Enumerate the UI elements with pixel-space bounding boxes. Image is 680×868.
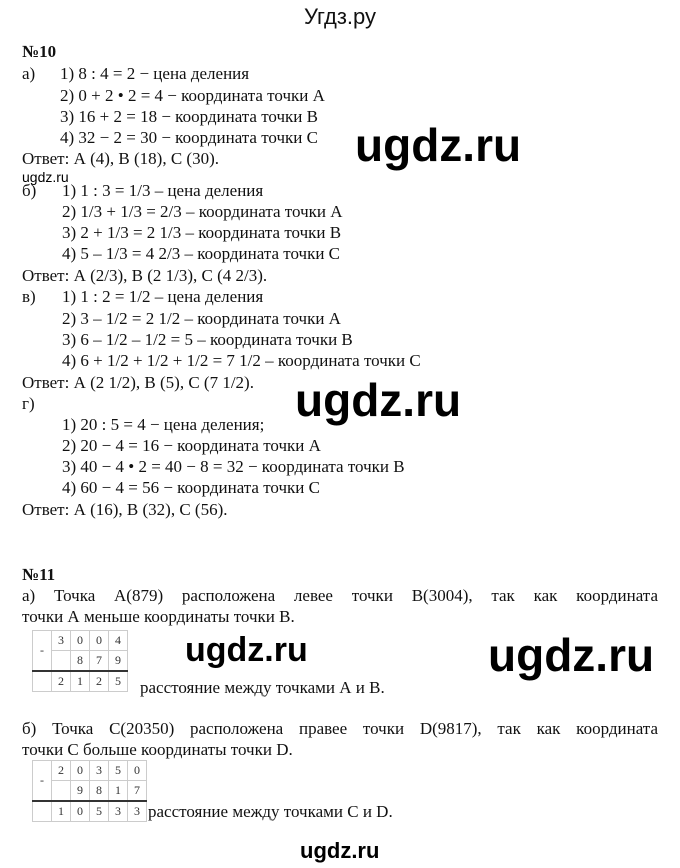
watermark: ugdz.ru	[22, 169, 69, 185]
step: 2) 20 − 4 = 16 − координата точки А	[62, 436, 321, 455]
digit: 0	[128, 761, 147, 781]
step: 4) 60 − 4 = 56 − координата точки С	[62, 478, 320, 497]
digit: 8	[90, 781, 109, 802]
digit: 4	[109, 631, 128, 651]
part-v-label: в)	[22, 287, 36, 306]
digit	[52, 781, 71, 802]
digit: 9	[109, 651, 128, 672]
paragraph-line: точки А меньше координаты точки В.	[22, 607, 295, 626]
digit: 7	[128, 781, 147, 802]
digit: 3	[90, 761, 109, 781]
watermark: ugdz.ru	[295, 374, 462, 426]
task-11-title: №11	[22, 565, 56, 584]
paragraph-line: б) Точка С(20350) расположена правее точки D(9817), так как координата	[22, 719, 658, 738]
subtraction-table-a	[32, 630, 128, 692]
caption: расстояние между точками А и В.	[140, 678, 385, 697]
step: 4) 32 − 2 = 30 − координата точки С	[60, 128, 318, 147]
digit: 2	[52, 671, 71, 692]
subtraction-table-b	[32, 760, 147, 822]
digit: 5	[90, 801, 109, 822]
digit: 2	[52, 761, 71, 781]
digit: 7	[90, 651, 109, 672]
digit: 0	[71, 801, 90, 822]
answer: Ответ: А (2 1/2), В (5), С (7 1/2).	[22, 373, 254, 392]
step: 4) 5 – 1/3 = 4 2/3 – координата точки С	[62, 244, 341, 263]
watermark: ugdz.ru	[488, 629, 655, 681]
digit: 5	[109, 761, 128, 781]
watermark: ugdz.ru	[355, 119, 522, 171]
step: 3) 2 + 1/3 = 2 1/3 – координата точки В	[62, 223, 342, 242]
part-a-label: а)	[22, 64, 36, 83]
digit: 5	[109, 671, 128, 692]
step: 1) 1 : 3 = 1/3 – цена деления	[62, 181, 264, 200]
step: 4) 6 + 1/2 + 1/2 + 1/2 = 7 1/2 – координата точки С	[62, 351, 421, 370]
site-title: Угдз.ру	[303, 4, 377, 29]
answer: Ответ: А (2/3), В (2 1/3), С (4 2/3).	[22, 266, 268, 285]
minus-sign: -	[33, 631, 52, 672]
digit: 8	[71, 651, 90, 672]
step: 3) 16 + 2 = 18 − координата точки В	[60, 107, 318, 126]
digit: 3	[52, 631, 71, 651]
step: 3) 6 – 1/2 – 1/2 = 5 – координата точки В	[62, 330, 353, 349]
digit: 1	[109, 781, 128, 802]
part-b-label: б)	[22, 181, 37, 200]
answer: Ответ: А (4), В (18), С (30).	[22, 149, 220, 168]
digit: 9	[71, 781, 90, 802]
digit: 1	[71, 671, 90, 692]
task-10-title: №10	[22, 42, 57, 61]
answer: Ответ: А (16), В (32), С (56).	[22, 500, 228, 519]
digit: 3	[109, 801, 128, 822]
paragraph-line: точки С больше координаты точки D.	[22, 740, 293, 759]
step: 2) 1/3 + 1/3 = 2/3 – координата точки А	[62, 202, 343, 221]
digit: 0	[71, 761, 90, 781]
caption: расстояние между точками С и D.	[148, 802, 393, 821]
watermark: ugdz.ru	[185, 631, 308, 669]
digit: 0	[71, 631, 90, 651]
digit: 1	[52, 801, 71, 822]
digit: 0	[90, 631, 109, 651]
watermark: ugdz.ru	[300, 838, 380, 863]
step: 3) 40 − 4 • 2 = 40 − 8 = 32 − координата точки В	[62, 457, 405, 476]
step: 2) 3 – 1/2 = 2 1/2 – координата точки А	[62, 309, 341, 328]
digit	[52, 651, 71, 672]
digit: 2	[90, 671, 109, 692]
step: 1) 8 : 4 = 2 − цена деления	[60, 64, 250, 83]
minus-sign: -	[33, 761, 52, 802]
step: 1) 1 : 2 = 1/2 – цена деления	[62, 287, 264, 306]
step: 1) 20 : 5 = 4 − цена деления;	[62, 415, 265, 434]
paragraph-line: а) Точка А(879) расположена левее точки В(3004), так как координата	[22, 586, 658, 605]
part-g-label: г)	[22, 394, 35, 413]
step: 2) 0 + 2 • 2 = 4 − координата точки А	[60, 86, 325, 105]
digit: 3	[128, 801, 147, 822]
